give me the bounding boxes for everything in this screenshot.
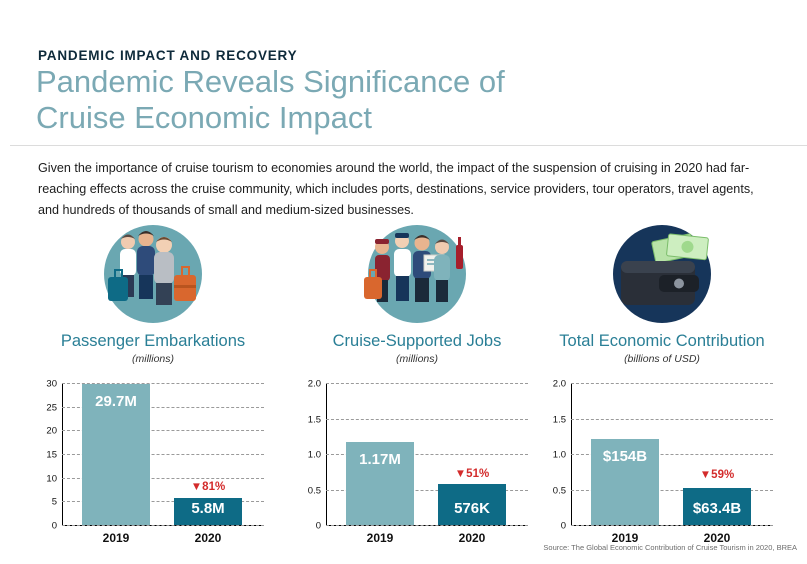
metric-panel-passenger-embarkations [28,224,278,544]
x-tick-label-2020: 2020 [194,531,222,545]
panel-title: Cruise-Supported Jobs [332,332,502,350]
y-tick-label: 15 [46,449,57,461]
y-tick-label: 0 [560,520,566,532]
bar-2019 [346,442,414,525]
illustration-wrapper [28,224,278,324]
bar-2019 [82,384,150,525]
bar-value-label: 1.17M [359,450,401,468]
y-tick-label: 0 [315,520,321,532]
bar-chart-passenger-embarkations [28,375,278,543]
bar-value-label: $63.4B [692,500,742,517]
page-title-line-1: Pandemic Reveals Significance of [36,64,505,99]
source-citation: Source: The Global Economic Contribution of Cruise Tourism in 2020, BREA [543,543,797,552]
change-annotation: ▼81% [190,481,226,493]
wallet-with-cash-icon [613,225,711,323]
y-tick-label: 0.5 [307,485,321,496]
page-title-line-2: Cruise Economic Impact [36,100,372,135]
y-tick-label: 20 [46,425,57,437]
y-tick-label: 1.5 [307,414,321,425]
illustration-wrapper [537,224,787,324]
bar-chart-cruise-supported-jobs [292,375,542,543]
bar-value-label: 576K [454,500,490,517]
metric-panel-cruise-supported-jobs [292,224,542,544]
y-tick-label: 1.0 [307,449,321,461]
y-tick-label: 2.0 [307,378,321,390]
x-tick-label-2019: 2019 [611,531,639,545]
y-tick-label: 0.5 [552,485,566,496]
y-tick-label: 30 [46,378,57,390]
y-tick-label: 5 [51,496,57,508]
x-tick-label-2019: 2019 [102,531,130,545]
plot-area [552,378,773,532]
panel-subtitle: (millions) [132,353,174,365]
bar-2020 [174,498,242,526]
page-header [10,0,807,146]
panel-title: Passenger Embarkations [60,332,246,350]
bar-2020 [438,484,506,525]
bar-value-label: 29.7M [95,393,137,411]
page-left-margin [0,0,10,564]
metric-panel-total-economic-contribution [537,224,787,544]
plot-area [46,378,264,532]
page-title [36,64,676,136]
y-tick-label: 2.0 [552,378,566,390]
plot-area [307,378,528,532]
change-annotation: ▼51% [454,468,490,480]
bar-2019 [591,439,659,526]
bar-value-label: $154B [602,447,648,465]
eyebrow-label: PANDEMIC IMPACT AND RECOVERY [38,48,298,63]
illustration-wrapper [292,224,542,324]
change-annotation: ▼59% [699,469,735,481]
x-tick-label-2020: 2020 [458,531,486,545]
infographic-page [10,0,807,564]
y-tick-label: 25 [46,402,57,414]
panel-subtitle: (millions) [396,353,438,365]
bar-value-label: 5.8M [191,500,225,517]
x-tick-label-2020: 2020 [703,531,731,545]
y-tick-label: 1.5 [552,414,566,425]
cruise-crew-workers-icon [368,225,466,323]
passengers-with-luggage-icon [104,225,202,323]
y-tick-label: 10 [46,473,57,485]
bar-chart-total-economic-contribution [537,375,787,543]
y-tick-label: 0 [51,520,57,532]
panel-subtitle: (billions of USD) [624,353,700,365]
x-tick-label-2019: 2019 [366,531,394,545]
y-tick-label: 1.0 [552,449,566,461]
panel-title: Total Economic Contribution [559,332,765,350]
intro-paragraph: Given the importance of cruise tourism to economies around the world, the impact of the suspension of cruising in 2020 had far-reaching effects across the cruise community, which includes ports, destinations, service providers, tour operators, travel agents, and hundreds of thousands of small and medium-sized businesses. [38,161,754,217]
bar-2020 [683,488,751,525]
